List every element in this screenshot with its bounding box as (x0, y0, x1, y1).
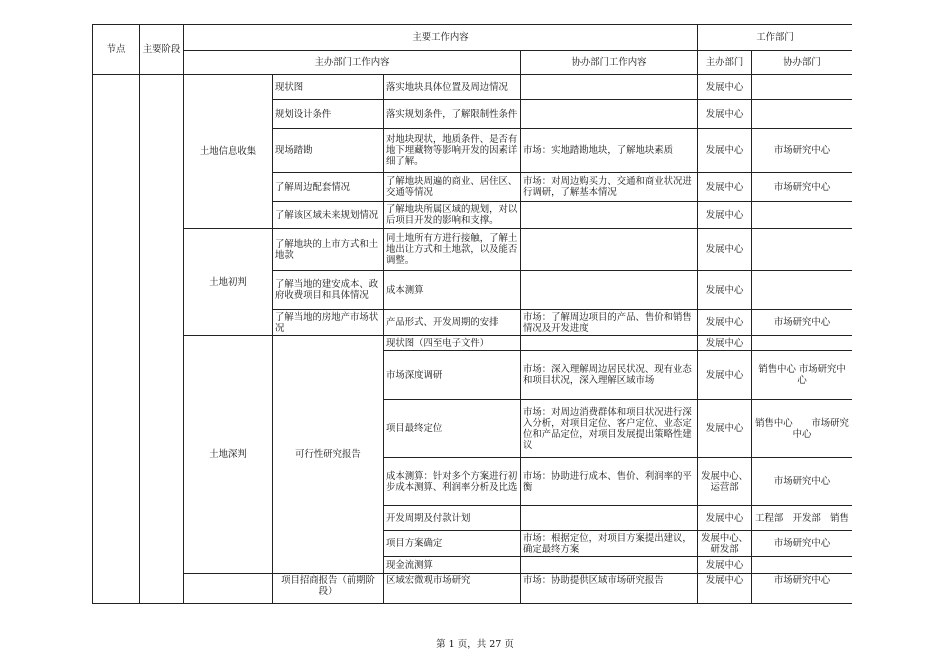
row-content: 开发周期及付款计划 (384, 506, 521, 531)
header-node: 节点 (93, 25, 140, 75)
header-stage: 主要阶段 (140, 25, 184, 75)
row-content: 项目方案确定 (384, 531, 521, 557)
row-content: 市场深度调研 (384, 351, 521, 400)
header-departments: 工作部门 (698, 25, 852, 51)
row-assist (521, 100, 698, 129)
row-item: 现场踏勘 (273, 129, 384, 173)
group-name: 土地深判 (184, 336, 273, 574)
row-item: 了解该区域未来规划情况 (273, 202, 384, 229)
row-assist: 市场：实地踏勘地块，了解地块素质 (521, 129, 698, 173)
row-assist: 市场：对周边购买力、交通和商业状况进行调研，了解基本情况 (521, 173, 698, 202)
row-assist (521, 229, 698, 271)
row-host-dept: 发展中心 (698, 173, 752, 202)
row-assist (521, 75, 698, 100)
row-assist-dept (752, 229, 852, 271)
row-assist: 市场：协助进行成本、售价、利润率的平衡 (521, 458, 698, 506)
work-table (92, 24, 852, 604)
group-name: 土地初判 (184, 229, 273, 336)
row-content: 了解地块周遍的商业、居住区、交通等情况 (384, 173, 521, 202)
row-assist-dept: 销售中心 市场研究中心 (752, 400, 852, 458)
group-name (184, 574, 273, 604)
stage-cell (140, 75, 184, 604)
row-assist (521, 336, 698, 351)
row-host-dept: 发展中心 (698, 129, 752, 173)
row-content: 对地块现状，地质条件、是否有地下埋藏物等影响开发的因素详细了解。 (384, 129, 521, 173)
row-assist-dept: 市场研究中心 (752, 129, 852, 173)
row-assist: 市场：了解周边项目的产品、售价和销售情况及开发进度 (521, 310, 698, 336)
row-assist-dept (752, 202, 852, 229)
row-content: 成本测算 (384, 271, 521, 310)
row-assist: 市场：根据定位，对项目方案提出建议，确定最终方案 (521, 531, 698, 557)
row-host-dept: 发展中心 (698, 100, 752, 129)
row-host-dept: 发展中心 (698, 229, 752, 271)
header-main-content: 主要工作内容 (184, 25, 698, 51)
header-assist-work: 协办部门工作内容 (521, 51, 698, 75)
row-content: 了解地块所属区域的规划，对以后项目开发的影响和支撑。 (384, 202, 521, 229)
row-host-dept: 发展中心 (698, 574, 752, 604)
row-host-dept: 发展中心 (698, 336, 752, 351)
row-host-dept: 发展中心 (698, 202, 752, 229)
row-host-dept: 发展中心 (698, 310, 752, 336)
row-assist (521, 506, 698, 531)
row-assist-dept (752, 100, 852, 129)
row-assist: 市场：深入理解周边居民状况、现有业态和项目状况，深入理解区域市场 (521, 351, 698, 400)
row-content: 同土地所有方进行接触，了解土地出让方式和土地款，以及能否调整。 (384, 229, 521, 271)
row-host-dept: 发展中心 (698, 351, 752, 400)
row-content: 项目最终定位 (384, 400, 521, 458)
worksheet (92, 24, 852, 605)
node-cell (93, 75, 140, 604)
group-name: 土地信息收集 (184, 75, 273, 229)
row-content: 现状图（四至电子文件） (384, 336, 521, 351)
header-host-dept: 主办部门 (698, 51, 752, 75)
row-assist-dept: 工程部 开发部 销售 (752, 506, 852, 531)
row-host-dept: 发展中心、研发部 (698, 531, 752, 557)
row-item: 了解周边配套情况 (273, 173, 384, 202)
row-item: 了解当地的建安成本、政府收费项目和具体情况 (273, 271, 384, 310)
page-footer: 第 1 页，共 27 页 (436, 639, 514, 650)
row-item: 了解当地的房地产市场状况 (273, 310, 384, 336)
row-item: 了解地块的上市方式和土地款 (273, 229, 384, 271)
group-sub: 可行性研究报告 (273, 336, 384, 574)
row-content: 落实规划条件，了解限制性条件 (384, 100, 521, 129)
row-assist (521, 202, 698, 229)
row-item: 项目招商报告（前期阶段） (273, 574, 384, 604)
row-assist-dept: 市场研究中心 (752, 574, 852, 604)
row-content: 落实地块具体位置及周边情况 (384, 75, 521, 100)
row-host-dept: 发展中心 (698, 75, 752, 100)
row-assist-dept: 市场研究中心 (752, 458, 852, 506)
row-assist (521, 271, 698, 310)
row-host-dept: 发展中心 (698, 506, 752, 531)
row-assist-dept: 市场研究中心 (752, 531, 852, 557)
header-assist-dept: 协办部门 (752, 51, 852, 75)
row-assist-dept: 销售中心 市场研究中心 (752, 351, 852, 400)
row-assist-dept: 市场研究中心 (752, 173, 852, 202)
row-assist-dept (752, 336, 852, 351)
row-content: 产品形式、开发周期的安排 (384, 310, 521, 336)
row-assist-dept (752, 75, 852, 100)
row-content: 成本测算：针对多个方案进行初步成本测算、利润率分析及比选 (384, 458, 521, 506)
row-content: 区域宏微观市场研究 (384, 574, 521, 604)
row-item: 规划设计条件 (273, 100, 384, 129)
row-assist-dept: 市场研究中心 (752, 310, 852, 336)
row-host-dept: 发展中心 (698, 271, 752, 310)
header-host-work: 主办部门工作内容 (184, 51, 521, 75)
row-assist: 市场：协助提供区域市场研究报告 (521, 574, 698, 604)
row-host-dept: 发展中心 (698, 557, 752, 574)
row-item: 现状图 (273, 75, 384, 100)
row-host-dept: 发展中心、运营部 (698, 458, 752, 506)
row-assist-dept (752, 557, 852, 574)
row-assist (521, 557, 698, 574)
row-content: 现金流测算 (384, 557, 521, 574)
row-host-dept: 发展中心 (698, 400, 752, 458)
row-assist-dept (752, 271, 852, 310)
row-assist: 市场：对周边消费群体和项目状况进行深入分析，对项目定位、客户定位、业态定位和产品定位，对项目发展提出策略性建议 (521, 400, 698, 458)
